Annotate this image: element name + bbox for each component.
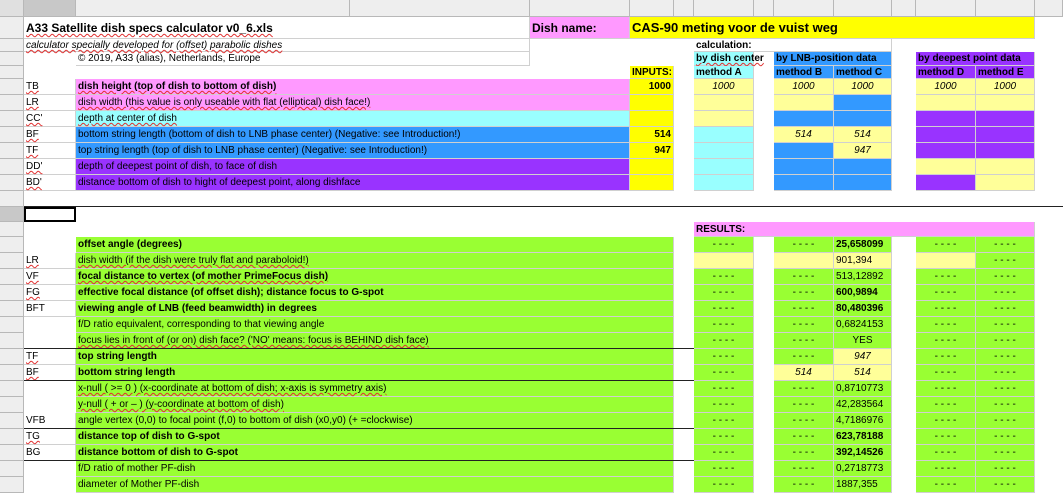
column-header-e[interactable] (630, 0, 674, 17)
cell-l24[interactable]: - - - - (916, 381, 976, 397)
cell-e1[interactable]: CAS-90 meting voor de vuist weg (630, 17, 1035, 39)
cell-e9[interactable]: 947 (630, 143, 674, 159)
cell-a16[interactable]: LR (24, 253, 76, 269)
row-header-21[interactable] (0, 333, 24, 349)
cell-m4[interactable]: method E (976, 66, 1035, 79)
cell-b22[interactable]: top string length (76, 349, 674, 365)
cell-g15[interactable]: - - - - (694, 237, 754, 253)
cell-i16[interactable] (774, 253, 834, 269)
cell-g2[interactable]: calculation: (694, 39, 892, 52)
cell-l10[interactable] (916, 159, 976, 175)
cell-l28[interactable]: - - - - (916, 445, 976, 461)
column-header-f[interactable] (674, 0, 694, 17)
cell-b3[interactable]: © 2019, A33 (alias), Netherlands, Europe (76, 52, 530, 66)
row-header-15[interactable] (0, 237, 24, 253)
row-header-5[interactable] (0, 79, 24, 95)
cell-g7[interactable] (694, 111, 754, 127)
cell-g21[interactable]: - - - - (694, 333, 754, 349)
column-header-h[interactable] (754, 0, 774, 17)
cell-j7[interactable] (834, 111, 892, 127)
cell-e5[interactable]: 1000 (630, 79, 674, 95)
border-line (24, 206, 1063, 207)
border-line (24, 348, 694, 349)
row-header-1[interactable] (0, 17, 24, 39)
column-header-b[interactable] (76, 0, 350, 17)
cell-m17[interactable]: - - - - (976, 269, 1035, 285)
cell-l21[interactable]: - - - - (916, 333, 976, 349)
column-header-l[interactable] (916, 0, 976, 17)
cell-g22[interactable]: - - - - (694, 349, 754, 365)
cell-l16[interactable] (916, 253, 976, 269)
cell-j23[interactable]: 514 (834, 365, 892, 381)
cell-m16[interactable]: - - - - (976, 253, 1035, 269)
cell-i3[interactable]: by LNB-position data (774, 52, 892, 66)
cell-g23[interactable]: - - - - (694, 365, 754, 381)
column-header-n[interactable] (1035, 0, 1063, 17)
cell-g9[interactable] (694, 143, 754, 159)
cell-m29[interactable]: - - - - (976, 461, 1035, 477)
cell-m20[interactable]: - - - - (976, 317, 1035, 333)
cell-i17[interactable]: - - - - (774, 269, 834, 285)
cell-l17[interactable]: - - - - (916, 269, 976, 285)
row-header-19[interactable] (0, 301, 24, 317)
cell-m25[interactable]: - - - - (976, 397, 1035, 413)
row-header-30[interactable] (0, 477, 24, 493)
cell-m30[interactable]: - - - - (976, 477, 1035, 493)
cell-l20[interactable]: - - - - (916, 317, 976, 333)
cell-l15[interactable]: - - - - (916, 237, 976, 253)
cell-i27[interactable]: - - - - (774, 429, 834, 445)
cell-i20[interactable]: - - - - (774, 317, 834, 333)
cell-g25[interactable]: - - - - (694, 397, 754, 413)
column-header-i[interactable] (774, 0, 834, 17)
cell-j17[interactable]: 513,12892 (834, 269, 892, 285)
cell-a10[interactable]: DD' (24, 159, 76, 175)
cell-j9[interactable]: 947 (834, 143, 892, 159)
cell-m5[interactable]: 1000 (976, 79, 1035, 95)
cell-b27[interactable]: distance top of dish to G-spot (76, 429, 674, 445)
column-header-k[interactable] (892, 0, 916, 17)
cell-i23[interactable]: 514 (774, 365, 834, 381)
cell-a7[interactable]: CC' (24, 111, 76, 127)
column-header-a[interactable] (24, 0, 76, 17)
cell-i9[interactable] (774, 143, 834, 159)
cell-a8[interactable]: BF (24, 127, 76, 143)
row-header-27[interactable] (0, 429, 24, 445)
cell-l27[interactable]: - - - - (916, 429, 976, 445)
cell-m19[interactable]: - - - - (976, 301, 1035, 317)
cell-b26[interactable]: angle vertex (0,0) to focal point (f,0) to bottom of dish (x0,y0) (+ =clockwise) (76, 413, 674, 429)
cell-i28[interactable]: - - - - (774, 445, 834, 461)
row-header-28[interactable] (0, 445, 24, 461)
cell-e6[interactable] (630, 95, 674, 111)
cell-a19[interactable]: BFT (24, 301, 76, 317)
row-header-16[interactable] (0, 253, 24, 269)
cell-g10[interactable] (694, 159, 754, 175)
cell-b6[interactable]: dish width (this value is only useable with flat (elliptical) dish face!) (76, 95, 630, 111)
row-header-18[interactable] (0, 285, 24, 301)
cell-b9[interactable]: top string length (top of dish to LNB phase center) (Negative: see Introduction!) (76, 143, 630, 159)
cell-a22[interactable]: TF (24, 349, 76, 365)
active-cell-cursor (24, 207, 76, 222)
row-header-13[interactable] (0, 207, 24, 222)
cell-g3[interactable]: by dish center (696, 53, 764, 64)
cell-b21[interactable]: focus lies in front of (or on) dish face? ('NO' means: focus is BEHIND dish face) (76, 333, 674, 349)
row-header-24[interactable] (0, 381, 24, 397)
cell-j15[interactable]: 25,658099 (834, 237, 892, 253)
cell-l22[interactable]: - - - - (916, 349, 976, 365)
cell-b18[interactable]: effective focal distance (of offset dish); distance focus to G-spot (76, 285, 674, 301)
row-header-12[interactable] (0, 191, 24, 207)
select-all-corner[interactable] (0, 0, 24, 17)
cell-m10[interactable] (976, 159, 1035, 175)
cell-b10[interactable]: depth of deepest point of dish, to face of dish (76, 159, 630, 175)
row-header-4[interactable] (0, 66, 24, 79)
row-header-22[interactable] (0, 349, 24, 365)
cell-i6[interactable] (774, 95, 834, 111)
cell-l8[interactable] (916, 127, 976, 143)
cell-j4[interactable]: method C (834, 66, 892, 79)
cell-m18[interactable]: - - - - (976, 285, 1035, 301)
cell-b15[interactable]: offset angle (degrees) (76, 237, 674, 253)
cell-e8[interactable]: 514 (630, 127, 674, 143)
cell-l7[interactable] (916, 111, 976, 127)
cell-b7[interactable]: depth at center of dish (76, 111, 630, 127)
cell-e11[interactable] (630, 175, 674, 191)
cell-g26[interactable]: - - - - (694, 413, 754, 429)
row-header-25[interactable] (0, 397, 24, 413)
cell-e4[interactable]: INPUTS: (632, 67, 672, 78)
cell-b20[interactable]: f/D ratio equivalent, corresponding to that viewing angle (76, 317, 674, 333)
cell-j21[interactable]: YES (834, 333, 892, 349)
cell-a6[interactable]: LR (24, 95, 76, 111)
cell-g27[interactable]: - - - - (694, 429, 754, 445)
cell-a9[interactable]: TF (24, 143, 76, 159)
cell-m26[interactable]: - - - - (976, 413, 1035, 429)
cell-a26[interactable]: VFB (24, 413, 76, 429)
cell-l11[interactable] (916, 175, 976, 191)
cell-l26[interactable]: - - - - (916, 413, 976, 429)
cell-g4[interactable]: method A (694, 66, 754, 79)
row-header-7[interactable] (0, 111, 24, 127)
cell-l3[interactable]: by deepest point data (916, 52, 1035, 66)
cell-j26[interactable]: 4,7186976 (834, 413, 892, 429)
row-header-3[interactable] (0, 52, 24, 66)
row-header-6[interactable] (0, 95, 24, 111)
cell-j29[interactable]: 0,2718773 (834, 461, 892, 477)
cell-j18[interactable]: 600,9894 (834, 285, 892, 301)
cell-i10[interactable] (774, 159, 834, 175)
cell-g28[interactable]: - - - - (694, 445, 754, 461)
cell-a23[interactable]: BF (24, 365, 76, 381)
cell-l9[interactable] (916, 143, 976, 159)
cell-g19[interactable]: - - - - (694, 301, 754, 317)
cell-g6[interactable] (694, 95, 754, 111)
row-header-10[interactable] (0, 159, 24, 175)
cell-j5[interactable]: 1000 (834, 79, 892, 95)
cell-g24[interactable]: - - - - (694, 381, 754, 397)
row-header-20[interactable] (0, 317, 24, 333)
cell-a17[interactable]: VF (24, 269, 76, 285)
row-header-26[interactable] (0, 413, 24, 429)
cell-b29[interactable]: f/D ratio of mother PF-dish (76, 461, 674, 477)
cell-j30[interactable]: 1887,355 (834, 477, 892, 493)
cell-j24[interactable]: 0,8710773 (834, 381, 892, 397)
cell-a18[interactable]: FG (24, 285, 76, 301)
cell-j11[interactable] (834, 175, 892, 191)
cell-i21[interactable]: - - - - (774, 333, 834, 349)
cell-d1[interactable]: Dish name: (530, 17, 630, 39)
column-header-j[interactable] (834, 0, 892, 17)
cell-j28[interactable]: 392,14526 (834, 445, 892, 461)
cell-m27[interactable]: - - - - (976, 429, 1035, 445)
cell-a28[interactable]: BG (24, 445, 76, 461)
cell-b28[interactable]: distance bottom of dish to G-spot (76, 445, 674, 461)
row-header-2[interactable] (0, 39, 24, 52)
cell-m6[interactable] (976, 95, 1035, 111)
cell-g20[interactable]: - - - - (694, 317, 754, 333)
cell-l6[interactable] (916, 95, 976, 111)
cell-i19[interactable]: - - - - (774, 301, 834, 317)
cell-g16[interactable] (694, 253, 754, 269)
cell-a2[interactable]: calculator specially developed for (offset) parabolic dishes (24, 39, 530, 52)
cell-g30[interactable]: - - - - (694, 477, 754, 493)
cell-l18[interactable]: - - - - (916, 285, 976, 301)
row-header-23[interactable] (0, 365, 24, 381)
cell-b16[interactable]: dish width (if the dish were truly flat and paraboloid!) (76, 253, 674, 269)
cell-m11[interactable] (976, 175, 1035, 191)
row-header-8[interactable] (0, 127, 24, 143)
cell-l30[interactable]: - - - - (916, 477, 976, 493)
cell-b24[interactable]: x-null ( >= 0 ) (x-coordinate at bottom of dish; x-axis is symmetry axis) (76, 381, 674, 397)
cell-e7[interactable] (630, 111, 674, 127)
column-header-m[interactable] (976, 0, 1035, 17)
cell-l5[interactable]: 1000 (916, 79, 976, 95)
cell-m22[interactable]: - - - - (976, 349, 1035, 365)
cell-b8[interactable]: bottom string length (bottom of dish to LNB phase center) (Negative: see Introduction!) (76, 127, 630, 143)
cell-a11[interactable]: BD' (24, 175, 76, 191)
cell-j8[interactable]: 514 (834, 127, 892, 143)
cell-i15[interactable]: - - - - (774, 237, 834, 253)
cell-e10[interactable] (630, 159, 674, 175)
cell-j19[interactable]: 80,480396 (834, 301, 892, 317)
cell-b17[interactable]: focal distance to vertex (of mother PrimeFocus dish) (76, 269, 674, 285)
cell-j20[interactable]: 0,6824153 (834, 317, 892, 333)
border-line (24, 460, 694, 461)
cell-g8[interactable] (694, 127, 754, 143)
border-line (24, 428, 694, 429)
cell-i25[interactable]: - - - - (774, 397, 834, 413)
row-header-11[interactable] (0, 175, 24, 191)
column-header-d[interactable] (530, 0, 630, 17)
cell-a1[interactable]: A33 Satellite dish specs calculator v0_6.xls (24, 17, 530, 39)
cell-j10[interactable] (834, 159, 892, 175)
cell-b19[interactable]: viewing angle of LNB (feed beamwidth) in degrees (76, 301, 674, 317)
cell-i7[interactable] (774, 111, 834, 127)
cell-i24[interactable]: - - - - (774, 381, 834, 397)
cell-l29[interactable]: - - - - (916, 461, 976, 477)
cell-j22[interactable]: 947 (834, 349, 892, 365)
cell-m28[interactable]: - - - - (976, 445, 1035, 461)
cell-m7[interactable] (976, 111, 1035, 127)
cell-i5[interactable]: 1000 (774, 79, 834, 95)
row-header-17[interactable] (0, 269, 24, 285)
row-header-9[interactable] (0, 143, 24, 159)
cell-m9[interactable] (976, 143, 1035, 159)
cell-m15[interactable]: - - - - (976, 237, 1035, 253)
cell-b23[interactable]: bottom string length (76, 365, 674, 381)
cell-g18[interactable]: - - - - (694, 285, 754, 301)
cell-b25[interactable]: y-null ( + or – ) (y-coordinate at bottom of dish) (76, 397, 674, 413)
cell-g14[interactable]: RESULTS: (694, 222, 1035, 237)
cell-j16[interactable]: 901,394 (834, 253, 892, 269)
cell-i11[interactable] (774, 175, 834, 191)
cell-b11[interactable]: distance bottom of dish to hight of deepest point, along dishface (76, 175, 630, 191)
cell-l25[interactable]: - - - - (916, 397, 976, 413)
cell-m8[interactable] (976, 127, 1035, 143)
cell-l23[interactable]: - - - - (916, 365, 976, 381)
cell-g11[interactable] (694, 175, 754, 191)
cell-b30[interactable]: diameter of Mother PF-dish (76, 477, 674, 493)
border-line (24, 380, 694, 381)
cell-i8[interactable]: 514 (774, 127, 834, 143)
column-header-c[interactable] (350, 0, 530, 17)
cell-m23[interactable]: - - - - (976, 365, 1035, 381)
cell-g5[interactable]: 1000 (694, 79, 754, 95)
cell-m24[interactable]: - - - - (976, 381, 1035, 397)
cell-i29[interactable]: - - - - (774, 461, 834, 477)
cell-g29[interactable]: - - - - (694, 461, 754, 477)
column-header-g[interactable] (694, 0, 754, 17)
cell-i30[interactable]: - - - - (774, 477, 834, 493)
cell-i18[interactable]: - - - - (774, 285, 834, 301)
cell-m21[interactable]: - - - - (976, 333, 1035, 349)
cell-i4[interactable]: method B (774, 66, 834, 79)
row-header-14[interactable] (0, 222, 24, 237)
cell-j6[interactable] (834, 95, 892, 111)
cell-g17[interactable]: - - - - (694, 269, 754, 285)
cell-b5[interactable]: dish height (top of dish to bottom of dish) (76, 79, 630, 95)
cell-l4[interactable]: method D (916, 66, 976, 79)
cell-a27[interactable]: TG (24, 429, 76, 445)
cell-i26[interactable]: - - - - (774, 413, 834, 429)
cell-l19[interactable]: - - - - (916, 301, 976, 317)
cell-a5[interactable]: TB (24, 79, 76, 95)
cell-j27[interactable]: 623,78188 (834, 429, 892, 445)
row-header-29[interactable] (0, 461, 24, 477)
cell-i22[interactable]: - - - - (774, 349, 834, 365)
cell-j25[interactable]: 42,283564 (834, 397, 892, 413)
